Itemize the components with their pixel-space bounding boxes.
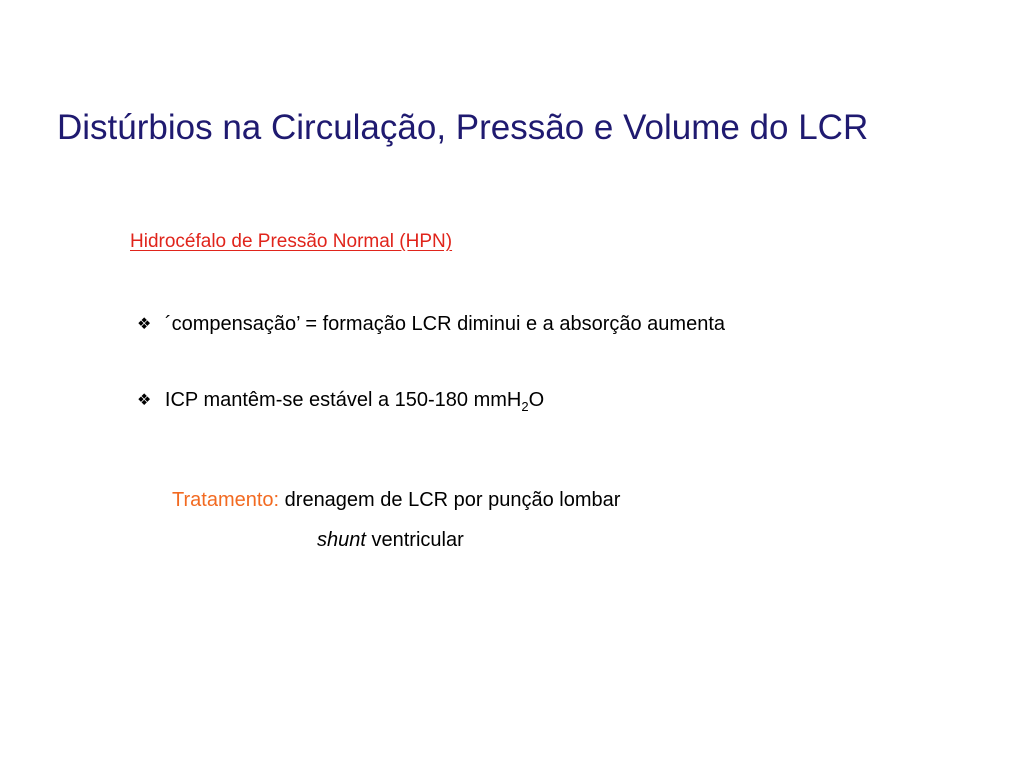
treatment-item-drainage: drenagem de LCR por punção lombar (284, 489, 621, 511)
bullet-text: ´compensação’ = formação LCR diminui e a absorção aumenta (164, 313, 726, 335)
bullet-text-prefix: ICP mantêm-se estável a 150-180 mmH (164, 389, 522, 411)
treatment-item-shunt-italic: shunt (317, 529, 366, 551)
bullet-item-compensation (137, 310, 725, 339)
bullet-item-icp (137, 386, 544, 415)
section-heading: Hidrocéfalo de Pressão Normal (HPN) (130, 231, 453, 252)
treatment-item-shunt-text: ventricular (371, 529, 464, 551)
treatment-line-2 (317, 526, 464, 554)
treatment-label: Tratamento: (172, 489, 280, 511)
water-subscript: 2 (521, 399, 529, 414)
treatment-line-1 (172, 486, 620, 514)
diamond-bullet-icon: ❖ (137, 392, 152, 409)
diamond-bullet-icon: ❖ (137, 316, 152, 333)
bullet-text-suffix: O (528, 389, 545, 411)
slide-title: Distúrbios na Circulação, Pressão e Volume do LCR (57, 108, 869, 147)
